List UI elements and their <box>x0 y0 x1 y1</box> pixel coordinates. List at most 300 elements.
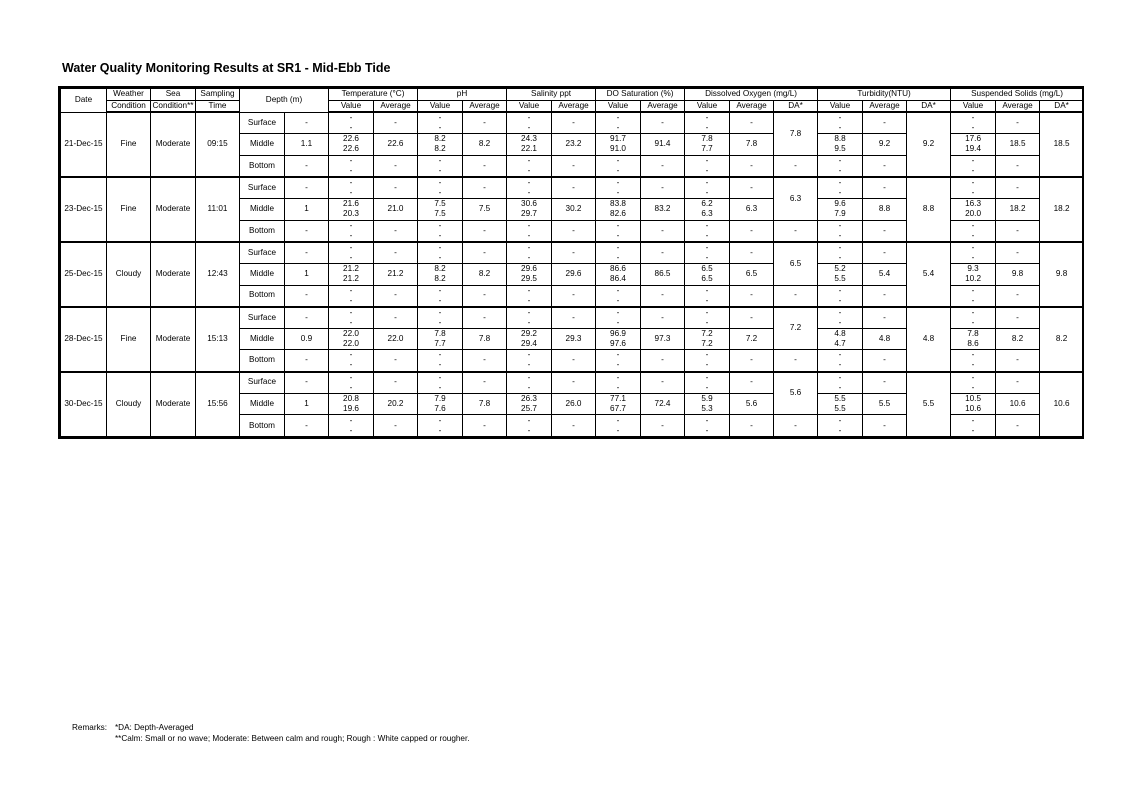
dosat-value-cell <box>596 307 641 329</box>
depth-label-cell: Surface <box>240 372 285 394</box>
sal-value-cell <box>507 220 552 242</box>
turb-value-cell <box>818 155 863 177</box>
subheader-da: DA* <box>907 101 951 113</box>
value-line-2: 5.5 <box>834 403 846 413</box>
sal-value-cell <box>507 285 552 307</box>
value-line-1: 8.2 <box>434 264 446 274</box>
dosat-average-cell: - <box>641 415 685 437</box>
turb-average-cell: 5.4 <box>863 263 907 285</box>
value-line-2: - <box>438 425 442 435</box>
value-line-1: - <box>705 155 709 165</box>
turb-average-cell: - <box>863 242 907 264</box>
table-row <box>61 242 1084 264</box>
do-da-cell: - <box>774 415 818 437</box>
date-cell: 25-Dec-15 <box>61 242 107 307</box>
temp-average-cell: 20.2 <box>374 393 418 415</box>
dosat-average-cell: - <box>641 307 685 329</box>
ph-average-cell: 7.8 <box>463 393 507 415</box>
ph-value-cell <box>418 350 463 372</box>
value-line-2: - <box>838 230 842 240</box>
value-line-2: - <box>705 252 709 262</box>
do-average-cell: - <box>730 242 774 264</box>
temp-average-cell: - <box>374 220 418 242</box>
turb-average-cell: - <box>863 307 907 329</box>
value-line-1: 5.5 <box>834 393 846 403</box>
dosat-value-cell <box>596 155 641 177</box>
dosat-average-cell: 83.2 <box>641 199 685 221</box>
ph-average-cell: - <box>463 307 507 329</box>
ss-da-cell: 18.2 <box>1040 177 1084 242</box>
ss-average-cell: 9.8 <box>996 263 1040 285</box>
value-line-1: - <box>705 372 709 382</box>
value-line-2: 67.7 <box>610 403 626 413</box>
value-line-2: - <box>349 230 353 240</box>
ss-average-cell: - <box>996 285 1040 307</box>
depth-label-cell: Surface <box>240 307 285 329</box>
subheader-average: Average <box>641 101 685 113</box>
value-line-2: 10.2 <box>965 274 982 284</box>
subheader-average: Average <box>863 101 907 113</box>
temp-value-cell <box>329 328 374 350</box>
turb-da-cell: 9.2 <box>907 112 951 177</box>
ph-average-cell: 7.8 <box>463 328 507 350</box>
subheader-value: Value <box>418 101 463 113</box>
do-value-cell <box>685 307 730 329</box>
value-line-2: 19.4 <box>965 144 982 154</box>
subheader-average: Average <box>374 101 418 113</box>
value-line-2: 10.6 <box>965 403 982 413</box>
ss-value-cell <box>951 263 996 285</box>
dosat-average-cell: - <box>641 372 685 394</box>
value-line-1: - <box>705 350 709 360</box>
header-weather-line2: Condition <box>107 101 151 113</box>
header-depth: Depth (m) <box>240 89 329 113</box>
page-title: Water Quality Monitoring Results at SR1 - Mid-Ebb Tide <box>62 61 391 75</box>
value-line-2: 29.4 <box>521 339 537 349</box>
value-line-2: - <box>527 360 531 370</box>
value-line-1: 7.9 <box>434 393 446 403</box>
sal-average-cell: - <box>552 350 596 372</box>
value-line-2: 91.0 <box>610 144 626 154</box>
ph-value-cell <box>418 415 463 437</box>
ss-value-cell <box>951 220 996 242</box>
dosat-value-cell <box>596 220 641 242</box>
value-line-1: 9.6 <box>834 199 846 209</box>
value-line-1: - <box>438 220 442 230</box>
value-line-2: - <box>705 295 709 305</box>
dosat-value-cell <box>596 328 641 350</box>
results-table <box>60 88 1084 437</box>
value-line-1: 91.7 <box>610 134 626 144</box>
ss-value-cell <box>951 307 996 329</box>
turb-average-cell: 8.8 <box>863 199 907 221</box>
value-line-2: 5.3 <box>701 403 713 413</box>
value-line-2: 29.5 <box>521 274 537 284</box>
header-ph: pH <box>418 89 507 101</box>
value-line-1: 29.2 <box>521 329 537 339</box>
do-value-cell <box>685 285 730 307</box>
value-line-1: - <box>616 177 620 187</box>
temp-value-cell <box>329 155 374 177</box>
value-line-1: - <box>527 350 531 360</box>
ss-value-cell <box>951 285 996 307</box>
turb-value-cell <box>818 263 863 285</box>
sal-value-cell <box>507 307 552 329</box>
turb-value-cell <box>818 285 863 307</box>
depth-value-cell: - <box>285 112 329 134</box>
temp-average-cell: - <box>374 155 418 177</box>
header-date: Date <box>61 89 107 113</box>
do-value-cell <box>685 350 730 372</box>
subheader-average: Average <box>730 101 774 113</box>
value-line-1: 17.6 <box>965 134 982 144</box>
value-line-2: - <box>438 187 442 197</box>
do-average-cell: - <box>730 177 774 199</box>
dosat-value-cell <box>596 393 641 415</box>
table-row <box>61 177 1084 199</box>
temp-average-cell: - <box>374 307 418 329</box>
value-line-2: - <box>527 123 531 133</box>
value-line-2: - <box>616 317 620 327</box>
value-line-2: - <box>838 123 842 133</box>
do-average-cell: - <box>730 372 774 394</box>
value-line-1: 5.9 <box>701 393 713 403</box>
do-da-cell: - <box>774 220 818 242</box>
ss-average-cell: 10.6 <box>996 393 1040 415</box>
header-temperature: Temperature (°C) <box>329 89 418 101</box>
header-dissolved-oxygen: Dissolved Oxygen (mg/L) <box>685 89 818 101</box>
depth-label-cell: Bottom <box>240 415 285 437</box>
ph-average-cell: - <box>463 372 507 394</box>
dosat-value-cell <box>596 177 641 199</box>
value-line-2: - <box>971 295 975 305</box>
value-line-1: - <box>438 372 442 382</box>
turb-value-cell <box>818 112 863 134</box>
ss-average-cell: 8.2 <box>996 328 1040 350</box>
sal-value-cell <box>507 155 552 177</box>
value-line-1: - <box>971 155 975 165</box>
value-line-1: 9.3 <box>967 264 979 274</box>
subheader-value: Value <box>951 101 996 113</box>
ph-average-cell: 8.2 <box>463 134 507 156</box>
do-average-cell: - <box>730 220 774 242</box>
dosat-average-cell: - <box>641 220 685 242</box>
value-line-1: - <box>616 285 620 295</box>
turb-da-cell: 5.5 <box>907 372 951 437</box>
value-line-1: - <box>527 113 531 123</box>
value-line-2: - <box>838 187 842 197</box>
sal-average-cell: - <box>552 177 596 199</box>
sal-average-cell: - <box>552 372 596 394</box>
value-line-2: 7.7 <box>434 339 446 349</box>
value-line-2: - <box>527 165 531 175</box>
depth-value-cell: - <box>285 372 329 394</box>
value-line-2: 20.0 <box>965 209 982 219</box>
value-line-1: - <box>838 415 842 425</box>
turb-da-cell: 8.8 <box>907 177 951 242</box>
value-line-1: - <box>438 242 442 252</box>
subheader-value: Value <box>596 101 641 113</box>
value-line-1: - <box>349 242 353 252</box>
value-line-2: 7.2 <box>701 339 713 349</box>
value-line-1: 7.5 <box>434 199 446 209</box>
value-line-1: - <box>705 177 709 187</box>
value-line-1: - <box>838 177 842 187</box>
value-line-2: 7.7 <box>701 144 713 154</box>
depth-value-cell: 1.1 <box>285 134 329 156</box>
value-line-2: 7.9 <box>834 209 846 219</box>
value-line-1: 29.6 <box>521 264 537 274</box>
value-line-1: - <box>838 155 842 165</box>
ss-value-cell <box>951 415 996 437</box>
value-line-1: - <box>971 415 975 425</box>
do-average-cell: 5.6 <box>730 393 774 415</box>
depth-label-cell: Middle <box>240 328 285 350</box>
ph-average-cell: - <box>463 112 507 134</box>
do-da-cell: 6.5 <box>774 242 818 285</box>
value-line-1: - <box>527 155 531 165</box>
value-line-2: - <box>349 382 353 392</box>
turb-average-cell: - <box>863 372 907 394</box>
results-table-body <box>61 112 1084 437</box>
temp-average-cell: 22.0 <box>374 328 418 350</box>
value-line-2: - <box>616 230 620 240</box>
value-line-2: - <box>349 252 353 262</box>
dosat-value-cell <box>596 415 641 437</box>
value-line-1: 20.8 <box>343 393 359 403</box>
value-line-2: - <box>438 252 442 262</box>
do-average-cell: 7.2 <box>730 328 774 350</box>
value-line-2: - <box>971 317 975 327</box>
turb-value-cell <box>818 199 863 221</box>
value-line-2: - <box>971 425 975 435</box>
sea-condition-cell: Moderate <box>151 177 196 242</box>
ph-average-cell: - <box>463 242 507 264</box>
value-line-2: - <box>527 295 531 305</box>
turb-average-cell: - <box>863 112 907 134</box>
ss-average-cell: 18.5 <box>996 134 1040 156</box>
dosat-value-cell <box>596 199 641 221</box>
depth-value-cell: 1 <box>285 393 329 415</box>
value-line-1: - <box>527 307 531 317</box>
value-line-1: 22.6 <box>343 134 359 144</box>
sal-value-cell <box>507 415 552 437</box>
ss-value-cell <box>951 134 996 156</box>
temp-average-cell: - <box>374 350 418 372</box>
value-line-2: - <box>705 123 709 133</box>
header-sea-line2: Condition** <box>151 101 196 113</box>
sampling-time-cell: 15:13 <box>196 307 240 372</box>
sal-value-cell <box>507 393 552 415</box>
turb-value-cell <box>818 415 863 437</box>
value-line-1: 7.8 <box>967 329 979 339</box>
value-line-1: - <box>349 350 353 360</box>
sea-condition-cell: Moderate <box>151 242 196 307</box>
value-line-2: 8.2 <box>434 144 446 154</box>
dosat-average-cell: - <box>641 112 685 134</box>
ss-average-cell: - <box>996 415 1040 437</box>
temp-value-cell <box>329 307 374 329</box>
temp-value-cell <box>329 285 374 307</box>
value-line-2: - <box>971 252 975 262</box>
sal-value-cell <box>507 134 552 156</box>
value-line-2: - <box>971 187 975 197</box>
sal-average-cell: - <box>552 307 596 329</box>
value-line-2: - <box>616 165 620 175</box>
temp-value-cell <box>329 177 374 199</box>
ph-value-cell <box>418 242 463 264</box>
temp-average-cell: - <box>374 112 418 134</box>
turb-value-cell <box>818 393 863 415</box>
turb-average-cell: - <box>863 220 907 242</box>
do-value-cell <box>685 199 730 221</box>
ss-value-cell <box>951 177 996 199</box>
turb-average-cell: - <box>863 415 907 437</box>
value-line-1: 7.8 <box>434 329 446 339</box>
temp-value-cell <box>329 242 374 264</box>
value-line-2: - <box>705 230 709 240</box>
weather-cell: Fine <box>107 112 151 177</box>
value-line-2: - <box>705 187 709 197</box>
value-line-2: - <box>971 165 975 175</box>
value-line-2: - <box>971 360 975 370</box>
dosat-value-cell <box>596 372 641 394</box>
value-line-1: - <box>705 220 709 230</box>
value-line-1: - <box>971 372 975 382</box>
value-line-1: 22.0 <box>343 329 359 339</box>
do-value-cell <box>685 177 730 199</box>
temp-average-cell: 21.0 <box>374 199 418 221</box>
subheader-value: Value <box>685 101 730 113</box>
ss-average-cell: - <box>996 242 1040 264</box>
value-line-1: 8.8 <box>834 134 846 144</box>
value-line-2: - <box>971 123 975 133</box>
value-line-2: 6.5 <box>701 274 713 284</box>
value-line-1: - <box>349 155 353 165</box>
results-table-frame <box>58 86 1084 439</box>
value-line-1: - <box>616 307 620 317</box>
value-line-2: - <box>349 123 353 133</box>
value-line-1: 26.3 <box>521 393 537 403</box>
value-line-2: - <box>838 295 842 305</box>
ss-da-cell: 8.2 <box>1040 307 1084 372</box>
value-line-2: - <box>705 165 709 175</box>
value-line-2: - <box>838 382 842 392</box>
dosat-average-cell: 97.3 <box>641 328 685 350</box>
do-value-cell <box>685 372 730 394</box>
temp-value-cell <box>329 263 374 285</box>
ph-average-cell: - <box>463 350 507 372</box>
do-value-cell <box>685 112 730 134</box>
value-line-2: - <box>705 382 709 392</box>
table-row <box>61 112 1084 134</box>
header-sampling-line2: Time <box>196 101 240 113</box>
value-line-1: - <box>349 307 353 317</box>
dosat-average-cell: 72.4 <box>641 393 685 415</box>
value-line-1: - <box>971 177 975 187</box>
value-line-1: - <box>971 350 975 360</box>
value-line-1: 77.1 <box>610 393 626 403</box>
depth-label-cell: Middle <box>240 199 285 221</box>
value-line-2: 6.3 <box>701 209 713 219</box>
subheader-average: Average <box>463 101 507 113</box>
date-cell: 28-Dec-15 <box>61 307 107 372</box>
do-da-cell: - <box>774 285 818 307</box>
value-line-1: - <box>838 285 842 295</box>
value-line-1: - <box>705 307 709 317</box>
do-da-cell: - <box>774 350 818 372</box>
ss-da-cell: 10.6 <box>1040 372 1084 437</box>
turb-value-cell <box>818 220 863 242</box>
do-da-cell: - <box>774 155 818 177</box>
ss-average-cell: - <box>996 155 1040 177</box>
value-line-1: - <box>838 350 842 360</box>
temp-value-cell <box>329 112 374 134</box>
depth-value-cell: 1 <box>285 199 329 221</box>
ph-value-cell <box>418 285 463 307</box>
weather-cell: Cloudy <box>107 372 151 437</box>
turb-value-cell <box>818 177 863 199</box>
do-average-cell: - <box>730 415 774 437</box>
value-line-1: - <box>438 415 442 425</box>
value-line-2: - <box>438 230 442 240</box>
do-average-cell: 7.8 <box>730 134 774 156</box>
value-line-1: - <box>971 285 975 295</box>
depth-value-cell: - <box>285 242 329 264</box>
value-line-2: - <box>838 317 842 327</box>
depth-label-cell: Bottom <box>240 155 285 177</box>
do-value-cell <box>685 242 730 264</box>
value-line-1: - <box>705 285 709 295</box>
ss-average-cell: - <box>996 350 1040 372</box>
ss-value-cell <box>951 112 996 134</box>
do-average-cell: 6.5 <box>730 263 774 285</box>
turb-average-cell: - <box>863 155 907 177</box>
value-line-1: - <box>438 177 442 187</box>
header-sampling-line1: Sampling <box>196 89 240 101</box>
value-line-1: - <box>527 285 531 295</box>
ph-value-cell <box>418 372 463 394</box>
sal-average-cell: 30.2 <box>552 199 596 221</box>
ph-value-cell <box>418 307 463 329</box>
value-line-2: - <box>616 382 620 392</box>
value-line-2: - <box>527 187 531 197</box>
value-line-2: - <box>616 360 620 370</box>
turb-da-cell: 4.8 <box>907 307 951 372</box>
value-line-2: - <box>527 425 531 435</box>
value-line-2: - <box>971 382 975 392</box>
dosat-average-cell: - <box>641 242 685 264</box>
ph-value-cell <box>418 220 463 242</box>
dosat-value-cell <box>596 285 641 307</box>
dosat-average-cell: - <box>641 285 685 307</box>
value-line-2: - <box>438 123 442 133</box>
value-line-1: - <box>705 113 709 123</box>
turb-average-cell: - <box>863 177 907 199</box>
dosat-average-cell: - <box>641 350 685 372</box>
value-line-2: - <box>971 230 975 240</box>
value-line-1: - <box>616 350 620 360</box>
value-line-2: 5.5 <box>834 274 846 284</box>
subheader-value: Value <box>507 101 552 113</box>
value-line-2: - <box>527 252 531 262</box>
temp-value-cell <box>329 134 374 156</box>
do-da-cell: 7.8 <box>774 112 818 155</box>
value-line-1: - <box>616 415 620 425</box>
depth-label-cell: Surface <box>240 112 285 134</box>
do-value-cell <box>685 134 730 156</box>
value-line-1: - <box>349 285 353 295</box>
